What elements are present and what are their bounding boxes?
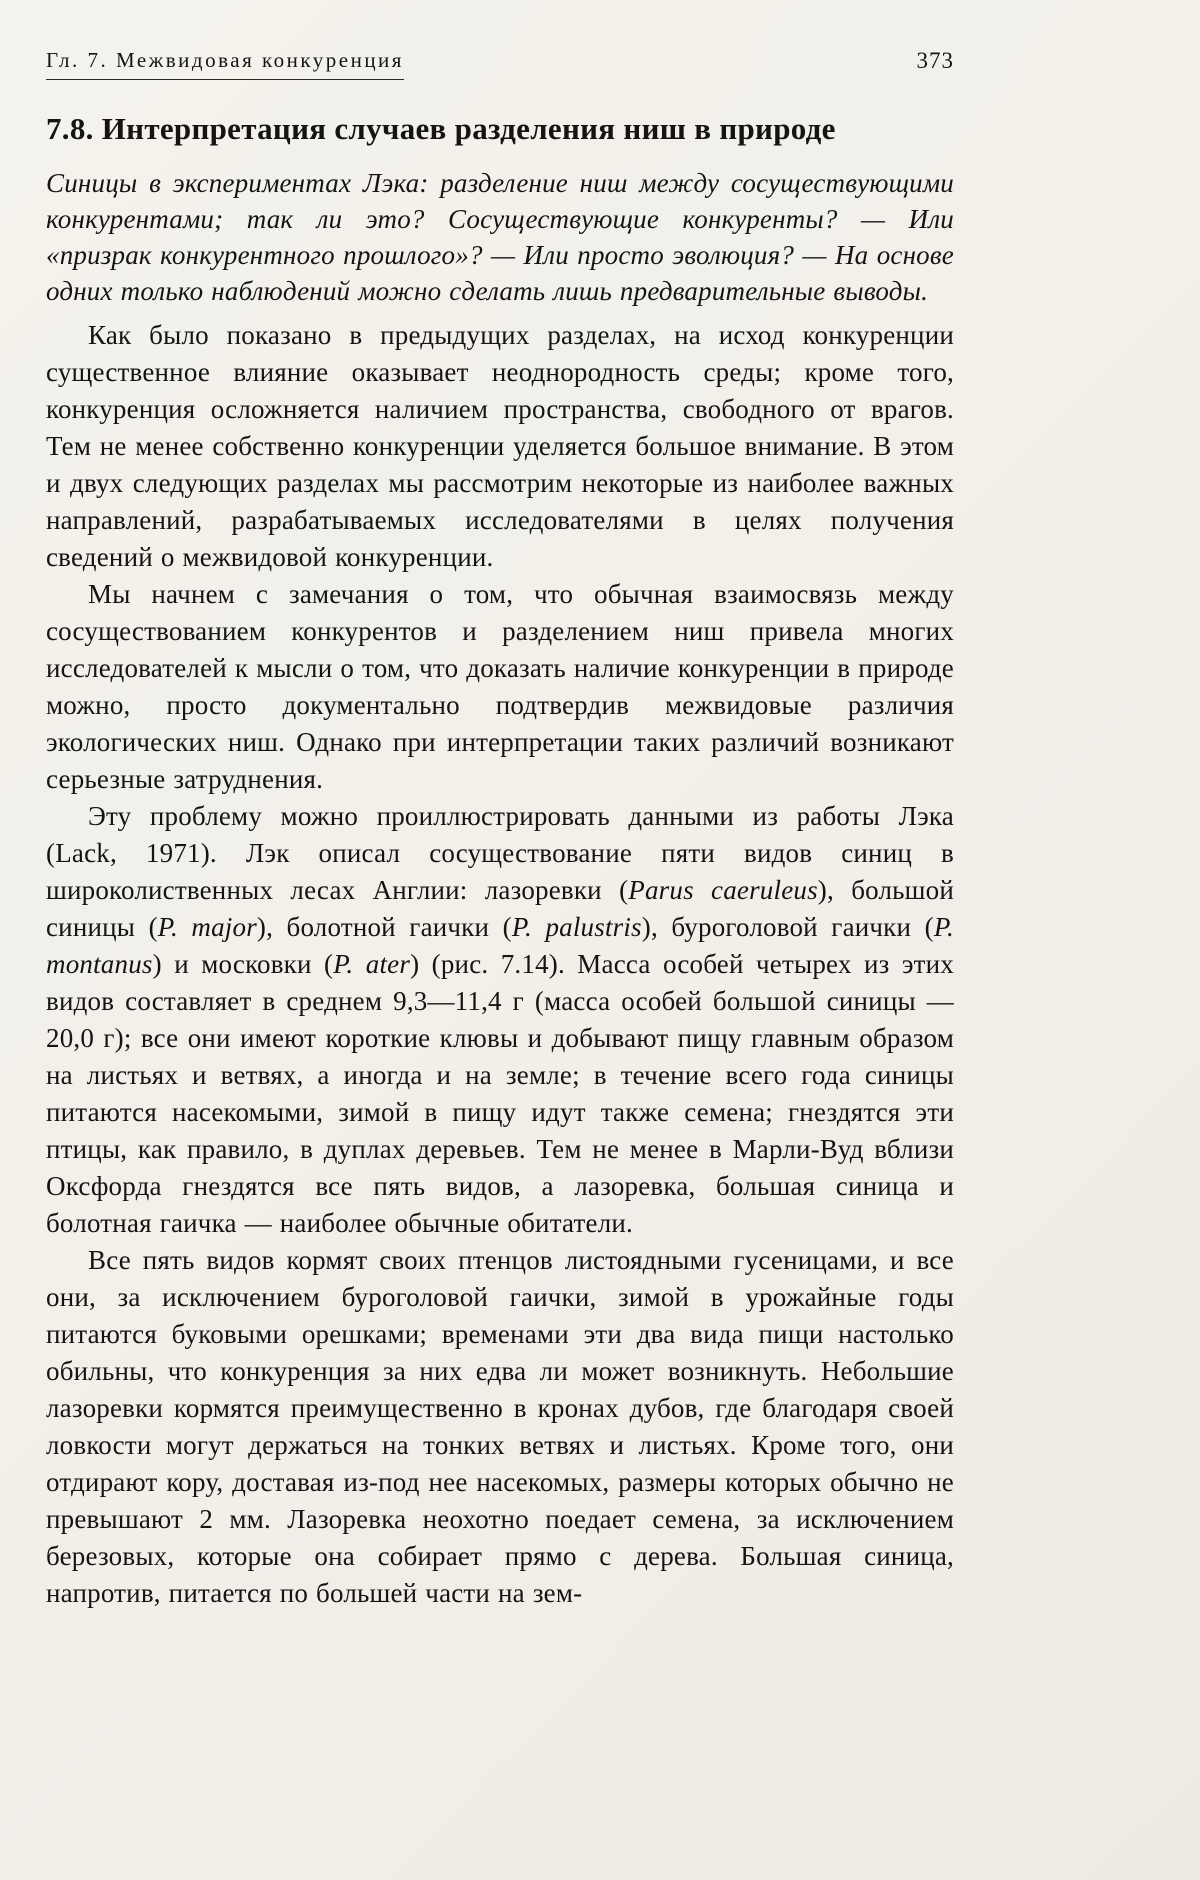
section-abstract: Синицы в экспериментах Лэка: разделение ниш между сосуществующими конкурентами; так ли это? Сосуществующие конкуренты? — Или «призрак конкурентного прошлого»? — Или просто эволюция? — На основе одних только наблюдений можно сделать лишь предварительные выводы. bbox=[46, 167, 954, 306]
page-number: 373 bbox=[916, 48, 954, 73]
species-name: P. major bbox=[157, 911, 257, 942]
species-name: Parus caeruleus bbox=[628, 874, 818, 905]
text-run: Мы начнем с замечания о том, что обычная взаимосвязь между сосуществованием конкурентов и разделением ниш привела многих исследователей к мысли о том, что доказать наличие конкуренции в природе можно, просто документально подтвердив межвидовые различия экологических ниш. Однако при интерпретации таких различий возникают серьезные затруднения. bbox=[46, 578, 954, 794]
text-run: Эту проблему можно проиллюстрировать данными из работы Лэка (Lack, 1971). Лэк описал сосуществование пяти видов синиц в широколиственных лесах Англии: лазоревки ( bbox=[46, 800, 954, 905]
section-title: 7.8. Интерпретация случаев разделения ниш в природе bbox=[46, 111, 836, 146]
species-name: P. palustris bbox=[511, 911, 642, 942]
paragraph-4 bbox=[46, 1242, 954, 1612]
running-head bbox=[46, 48, 954, 80]
species-name: P. montanus bbox=[46, 911, 954, 979]
paragraph-1 bbox=[46, 317, 954, 576]
species-name: P. ater bbox=[333, 948, 411, 979]
paragraph-3 bbox=[46, 798, 954, 1242]
text-run: ) и московки ( bbox=[152, 948, 334, 979]
text-run: Все пять видов кормят своих птенцов листоядными гусеницами, и все они, за исключением буроголовой гаички, зимой в урожайные годы питаются буковыми орешками; временами эти два вида пищи настолько обильны, что конкуренция за них едва ли может возникнуть. Небольшие лазоревки кормятся преимущественно в кронах дубов, где благодаря своей ловкости могут держаться на тонких ветвях и листьях. Кроме того, они отдирают кору, доставая из-под нее насекомых, размеры которых обычно не превышают 2 мм. Лазоревка неохотно поедает семена, за исключением березовых, которые она собирает прямо с дерева. Большая синица, напротив, питается по большей части на зем- bbox=[46, 1244, 954, 1608]
paragraph-2 bbox=[46, 576, 954, 798]
text-run: ), большой синицы ( bbox=[46, 874, 954, 942]
text-run: Как было показано в предыдущих разделах, на исход конкуренции существенное влияние оказывает неоднородность среды; кроме того, конкуренция осложняется наличием пространства, свободного от врагов. Тем не менее собственно конкуренции уделяется большое внимание. В этом и двух следующих разделах мы рассмотрим некоторые из наиболее важных направлений, разрабатываемых исследователями в целях получения сведений о межвидовой конкуренции. bbox=[46, 319, 954, 572]
text-run: ), буроголовой гаички ( bbox=[641, 911, 934, 942]
chapter-running-title: Гл. 7. Межвидовая конкуренция bbox=[46, 48, 404, 80]
text-run: ) (рис. 7.14). Масса особей четырех из этих видов составляет в среднем 9,3—11,4 г (масса особей большой синицы — 20,0 г); все они имеют короткие клювы и добывают пищу главным образом на листьях и ветвях, а иногда и на земле; в течение всего года синицы питаются насекомыми, зимой в пищу идут также семена; гнездятся эти птицы, как правило, в дуплах деревьев. Тем не менее в Марли-Вуд вблизи Оксфорда гнездятся все пять видов, а лазоревка, большая синица и болотная гаичка — наиболее обычные обитатели. bbox=[46, 948, 954, 1238]
text-run: ), болотной гаички ( bbox=[256, 911, 512, 942]
